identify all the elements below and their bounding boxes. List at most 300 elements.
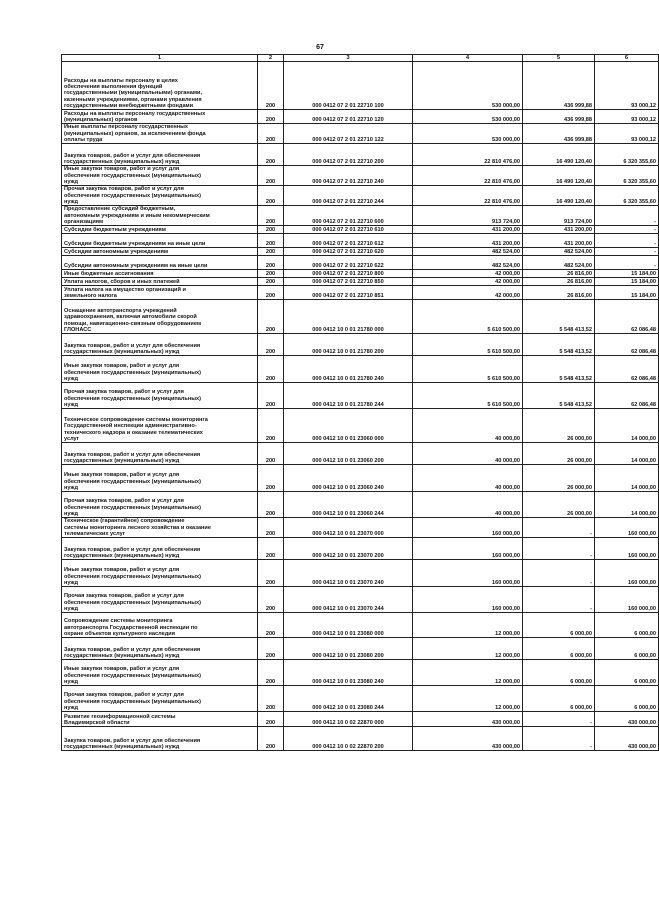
row-name-line: государственных (муниципальных) нужд bbox=[64, 653, 180, 659]
row-approved-cell: 5 610 500,00 bbox=[413, 383, 523, 409]
row-code-cell: 200 bbox=[258, 638, 284, 660]
row-code-cell: 200 bbox=[258, 234, 284, 248]
row-name-line: Субсидии автономным учреждениям bbox=[64, 249, 168, 255]
row-name-line: земельного налога bbox=[64, 293, 117, 299]
row-code-cell: 200 bbox=[258, 286, 284, 300]
table-row bbox=[62, 443, 659, 465]
row-classification-cell: 000 0412 10 0 01 23080 000 bbox=[284, 613, 413, 638]
row-executed-cell: 26 816,00 bbox=[523, 286, 595, 300]
row-code-cell: 200 bbox=[258, 226, 284, 234]
row-approved-cell: 40 000,00 bbox=[413, 409, 523, 443]
row-approved-cell: 42 000,00 bbox=[413, 278, 523, 286]
header-col-6: 6 bbox=[595, 55, 659, 62]
row-executed-cell: - bbox=[523, 727, 595, 751]
row-remainder-cell: 93 000,12 bbox=[595, 124, 659, 144]
row-executed-cell: 913 724,00 bbox=[523, 206, 595, 226]
row-name-line: Прочая закупка товаров, работ и услуг для bbox=[64, 498, 184, 505]
row-approved-cell: 22 810 476,00 bbox=[413, 166, 523, 186]
header-col-4: 4 bbox=[413, 55, 523, 62]
row-name-line: здравоохранения, включая автомобили скорой bbox=[64, 314, 197, 321]
row-name-line: нужд bbox=[64, 679, 79, 685]
row-name-cell bbox=[62, 300, 258, 334]
row-classification-cell: 000 0412 10 0 01 23080 200 bbox=[284, 638, 413, 660]
row-name-line: казенными учреждениями, органами управления bbox=[64, 96, 202, 103]
row-approved-cell: 530 000,00 bbox=[413, 62, 523, 110]
row-executed-cell: 26 816,00 bbox=[523, 270, 595, 278]
row-executed-cell: 5 548 413,52 bbox=[523, 334, 595, 356]
table-row bbox=[62, 560, 659, 587]
row-name-line: нужд bbox=[64, 705, 79, 711]
row-approved-cell: 160 000,00 bbox=[413, 538, 523, 560]
row-name-line: Иные закупки товаров, работ и услуг для bbox=[64, 567, 180, 574]
table-row bbox=[62, 492, 659, 518]
row-name-line: обеспечения государственных (муниципальных) bbox=[64, 599, 201, 606]
row-remainder-cell: 430 000,00 bbox=[595, 727, 659, 751]
header-col-1: 1 bbox=[62, 55, 258, 62]
row-name-cell bbox=[62, 234, 258, 248]
row-executed-cell: - bbox=[523, 518, 595, 538]
row-classification-cell: 000 0412 10 0 01 21780 240 bbox=[284, 356, 413, 383]
row-name-line: Иные закупки товаров, работ и услуг для bbox=[64, 472, 180, 479]
row-name-line: Уплата налогов, сборов и иных платежей bbox=[64, 279, 180, 285]
table-row bbox=[62, 270, 659, 278]
row-approved-cell: 40 000,00 bbox=[413, 465, 523, 492]
header-col-5: 5 bbox=[523, 55, 595, 62]
table-row bbox=[62, 538, 659, 560]
row-classification-cell: 000 0412 07 2 01 22710 600 bbox=[284, 206, 413, 226]
row-code-cell: 200 bbox=[258, 186, 284, 206]
row-remainder-cell: 15 184,00 bbox=[595, 270, 659, 278]
table-row bbox=[62, 186, 659, 206]
row-code-cell: 200 bbox=[258, 686, 284, 712]
row-name-line: обеспечения государственных (муниципальных) bbox=[64, 478, 201, 485]
row-name-cell bbox=[62, 286, 258, 300]
row-remainder-cell: 14 000,00 bbox=[595, 465, 659, 492]
row-name-cell bbox=[62, 465, 258, 492]
row-name-cell bbox=[62, 110, 258, 124]
row-remainder-cell: 6 320 355,60 bbox=[595, 166, 659, 186]
row-classification-cell: 000 0412 07 2 01 22710 240 bbox=[284, 166, 413, 186]
row-name-cell bbox=[62, 638, 258, 660]
row-name-line: Владимирской области bbox=[64, 720, 130, 726]
row-classification-cell: 000 0412 10 0 02 22870 200 bbox=[284, 727, 413, 751]
row-classification-cell: 000 0412 10 0 01 23070 244 bbox=[284, 587, 413, 613]
row-name-line: обеспечения государственных (муниципальных) bbox=[64, 172, 201, 179]
row-code-cell: 200 bbox=[258, 334, 284, 356]
row-name-line: обеспечения государственных (муниципальных) bbox=[64, 395, 201, 402]
row-remainder-cell: - bbox=[595, 206, 659, 226]
row-executed-cell: 436 999,88 bbox=[523, 110, 595, 124]
row-executed-cell: 436 999,88 bbox=[523, 124, 595, 144]
row-executed-cell: 431 200,00 bbox=[523, 234, 595, 248]
row-classification-cell: 000 0412 07 2 01 22710 620 bbox=[284, 248, 413, 256]
row-executed-cell: 6 000,00 bbox=[523, 613, 595, 638]
row-name-cell bbox=[62, 256, 258, 270]
row-name-cell bbox=[62, 166, 258, 186]
row-name-line: автономным учреждениям и иным некоммерческим bbox=[64, 212, 210, 219]
row-approved-cell: 430 000,00 bbox=[413, 712, 523, 727]
row-remainder-cell: 6 000,00 bbox=[595, 638, 659, 660]
row-code-cell: 200 bbox=[258, 660, 284, 686]
table-row bbox=[62, 334, 659, 356]
row-executed-cell: 26 000,00 bbox=[523, 492, 595, 518]
row-name-line: государственных (муниципальных) нужд bbox=[64, 744, 180, 750]
row-name-line: обеспечения государственных (муниципальных) bbox=[64, 672, 201, 679]
table-row bbox=[62, 286, 659, 300]
row-approved-cell: 42 000,00 bbox=[413, 286, 523, 300]
header-col-2: 2 bbox=[258, 55, 284, 62]
row-code-cell: 200 bbox=[258, 270, 284, 278]
row-name-line: охране объектов культурного наследия bbox=[64, 631, 175, 637]
row-name-line: государственными (муниципальными) органами, bbox=[64, 90, 203, 97]
table-row bbox=[62, 465, 659, 492]
row-name-line: государственных (муниципальных) нужд bbox=[64, 159, 180, 165]
row-approved-cell: 431 200,00 bbox=[413, 234, 523, 248]
row-name-cell bbox=[62, 712, 258, 727]
row-name-cell bbox=[62, 587, 258, 613]
row-name-line: ГЛОНАСС bbox=[64, 327, 92, 333]
row-name-line: телематических услуг bbox=[64, 531, 126, 537]
table-row bbox=[62, 300, 659, 334]
row-code-cell: 200 bbox=[258, 206, 284, 226]
row-name-line: Техническое сопровождение системы мониторинга bbox=[64, 417, 208, 424]
row-remainder-cell: 6 000,00 bbox=[595, 686, 659, 712]
row-name-line: Прочая закупка товаров, работ и услуг для bbox=[64, 692, 184, 699]
row-executed-cell: 26 000,00 bbox=[523, 465, 595, 492]
row-name-line: обеспечения государственных (муниципальных) bbox=[64, 698, 201, 705]
row-name-line: Прочая закупка товаров, работ и услуг для bbox=[64, 593, 184, 600]
row-name-cell bbox=[62, 226, 258, 234]
row-remainder-cell: 160 000,00 bbox=[595, 518, 659, 538]
table-row bbox=[62, 248, 659, 256]
row-approved-cell: 40 000,00 bbox=[413, 492, 523, 518]
row-name-line: нужд bbox=[64, 511, 79, 517]
row-classification-cell: 000 0412 10 0 01 23080 244 bbox=[284, 686, 413, 712]
row-classification-cell: 000 0412 10 0 01 23060 240 bbox=[284, 465, 413, 492]
row-classification-cell: 000 0412 10 0 01 21780 200 bbox=[284, 334, 413, 356]
row-classification-cell: 000 0412 10 0 01 21780 000 bbox=[284, 300, 413, 334]
row-code-cell: 200 bbox=[258, 587, 284, 613]
row-code-cell: 200 bbox=[258, 492, 284, 518]
row-name-cell bbox=[62, 443, 258, 465]
row-name-line: Закупка товаров, работ и услуг для обеспечения bbox=[64, 152, 201, 159]
row-name-line: Расходы на выплаты персоналу государственных bbox=[64, 110, 206, 117]
row-remainder-cell: - bbox=[595, 226, 659, 234]
row-code-cell: 200 bbox=[258, 560, 284, 587]
row-executed-cell: 16 490 120,40 bbox=[523, 144, 595, 166]
row-name-line: Предоставление субсидий бюджетным, bbox=[64, 206, 176, 213]
row-classification-cell: 000 0412 10 0 01 23070 240 bbox=[284, 560, 413, 587]
row-remainder-cell: 14 000,00 bbox=[595, 409, 659, 443]
table-row bbox=[62, 587, 659, 613]
row-executed-cell: - bbox=[523, 538, 595, 560]
table-row bbox=[62, 613, 659, 638]
row-executed-cell: 6 000,00 bbox=[523, 660, 595, 686]
row-name-cell bbox=[62, 186, 258, 206]
table-row bbox=[62, 278, 659, 286]
row-classification-cell: 000 0412 07 2 01 22710 244 bbox=[284, 186, 413, 206]
row-code-cell: 200 bbox=[258, 712, 284, 727]
row-classification-cell: 000 0412 07 2 01 22710 851 bbox=[284, 286, 413, 300]
row-remainder-cell: 6 000,00 bbox=[595, 613, 659, 638]
row-remainder-cell: 160 000,00 bbox=[595, 560, 659, 587]
row-executed-cell: - bbox=[523, 587, 595, 613]
row-name-line: Расходы на выплаты персоналу в целях bbox=[64, 77, 178, 84]
row-name-line: Техническое (гарантийное) сопровождение bbox=[64, 518, 185, 525]
row-approved-cell: 530 000,00 bbox=[413, 110, 523, 124]
row-name-cell bbox=[62, 62, 258, 110]
row-executed-cell: 5 548 413,52 bbox=[523, 356, 595, 383]
row-remainder-cell: - bbox=[595, 234, 659, 248]
row-code-cell: 200 bbox=[258, 300, 284, 334]
row-name-line: услуг bbox=[64, 436, 80, 442]
row-name-line: Прочая закупка товаров, работ и услуг для bbox=[64, 186, 184, 193]
row-name-line: обеспечения выполнения функций bbox=[64, 84, 163, 91]
row-executed-cell: 26 000,00 bbox=[523, 409, 595, 443]
row-approved-cell: 12 000,00 bbox=[413, 613, 523, 638]
row-code-cell: 200 bbox=[258, 727, 284, 751]
row-code-cell: 200 bbox=[258, 383, 284, 409]
row-name-cell bbox=[62, 409, 258, 443]
row-name-line: Уплата налога на имущество организаций и bbox=[64, 286, 186, 293]
row-name-line: Иные закупки товаров, работ и услуг для bbox=[64, 666, 180, 673]
row-remainder-cell: 14 000,00 bbox=[595, 443, 659, 465]
row-remainder-cell: 93 000,12 bbox=[595, 110, 659, 124]
row-classification-cell: 000 0412 07 2 01 22710 200 bbox=[284, 144, 413, 166]
row-remainder-cell: 93 000,12 bbox=[595, 62, 659, 110]
row-name-line: государственных (муниципальных) нужд bbox=[64, 458, 180, 464]
row-name-line: Субсидии бюджетным учреждениям на иные цели bbox=[64, 241, 206, 247]
table-row bbox=[62, 660, 659, 686]
row-remainder-cell: 15 184,00 bbox=[595, 286, 659, 300]
row-name-line: нужд bbox=[64, 606, 79, 612]
row-name-line: организациям bbox=[64, 219, 104, 225]
row-approved-cell: 12 000,00 bbox=[413, 660, 523, 686]
row-name-cell bbox=[62, 206, 258, 226]
row-approved-cell: 22 810 476,00 bbox=[413, 186, 523, 206]
row-code-cell: 200 bbox=[258, 166, 284, 186]
row-name-line: оплаты труда bbox=[64, 137, 103, 143]
row-classification-cell: 000 0412 10 0 01 23060 000 bbox=[284, 409, 413, 443]
table-row bbox=[62, 144, 659, 166]
row-executed-cell: 26 816,00 bbox=[523, 278, 595, 286]
row-remainder-cell: 14 000,00 bbox=[595, 492, 659, 518]
row-approved-cell: 482 524,00 bbox=[413, 256, 523, 270]
row-name-line: Прочая закупка товаров, работ и услуг для bbox=[64, 389, 184, 396]
row-name-line: обеспечения государственных (муниципальных) bbox=[64, 504, 201, 511]
row-name-line: Иные закупки товаров, работ и услуг для bbox=[64, 363, 180, 370]
row-classification-cell: 000 0412 07 2 01 22710 610 bbox=[284, 226, 413, 234]
row-name-cell bbox=[62, 560, 258, 587]
row-classification-cell: 000 0412 07 2 01 22710 122 bbox=[284, 124, 413, 144]
row-remainder-cell: - bbox=[595, 248, 659, 256]
row-name-line: автотранспорта Государственной инспекции по bbox=[64, 624, 198, 631]
row-name-line: нужд bbox=[64, 580, 79, 586]
row-name-cell bbox=[62, 660, 258, 686]
header-col-3: 3 bbox=[284, 55, 413, 62]
table-row bbox=[62, 256, 659, 270]
row-approved-cell: 40 000,00 bbox=[413, 443, 523, 465]
row-code-cell: 200 bbox=[258, 124, 284, 144]
table-row bbox=[62, 110, 659, 124]
row-executed-cell: - bbox=[523, 712, 595, 727]
table-row bbox=[62, 124, 659, 144]
row-executed-cell: 482 524,00 bbox=[523, 256, 595, 270]
row-name-line: Оснащение автотранспорта учреждений bbox=[64, 308, 177, 315]
row-name-line: Закупка товаров, работ и услуг для обеспечения bbox=[64, 546, 201, 553]
table-body bbox=[62, 62, 659, 751]
row-approved-cell: 913 724,00 bbox=[413, 206, 523, 226]
row-classification-cell: 000 0412 10 0 01 23060 244 bbox=[284, 492, 413, 518]
row-executed-cell: 6 000,00 bbox=[523, 686, 595, 712]
row-remainder-cell: 6 000,00 bbox=[595, 660, 659, 686]
row-name-line: системы мониторинга лесного хозяйства и оказание bbox=[64, 524, 211, 531]
budget-execution-table bbox=[61, 54, 659, 751]
row-code-cell: 200 bbox=[258, 613, 284, 638]
row-code-cell: 200 bbox=[258, 518, 284, 538]
row-classification-cell: 000 0412 10 0 02 22870 000 bbox=[284, 712, 413, 727]
row-name-line: обеспечения государственных (муниципальных) bbox=[64, 573, 201, 580]
row-executed-cell: 6 000,00 bbox=[523, 638, 595, 660]
row-remainder-cell: 6 320 355,60 bbox=[595, 186, 659, 206]
row-remainder-cell: 160 000,00 bbox=[595, 587, 659, 613]
table-row bbox=[62, 226, 659, 234]
table-row bbox=[62, 62, 659, 110]
row-name-line: нужд bbox=[64, 485, 79, 491]
row-name-line: помощи, навигационно-связным оборудованием bbox=[64, 320, 202, 327]
row-remainder-cell: 430 000,00 bbox=[595, 712, 659, 727]
row-name-line: государственных (муниципальных) нужд bbox=[64, 553, 180, 559]
row-approved-cell: 5 610 500,00 bbox=[413, 334, 523, 356]
row-code-cell: 200 bbox=[258, 465, 284, 492]
row-classification-cell: 000 0412 10 0 01 23060 200 bbox=[284, 443, 413, 465]
row-approved-cell: 12 000,00 bbox=[413, 686, 523, 712]
row-name-cell bbox=[62, 270, 258, 278]
row-code-cell: 200 bbox=[258, 443, 284, 465]
row-classification-cell: 000 0412 10 0 01 21780 244 bbox=[284, 383, 413, 409]
row-code-cell: 200 bbox=[258, 144, 284, 166]
row-approved-cell: 5 610 500,00 bbox=[413, 300, 523, 334]
row-executed-cell: 16 490 120,40 bbox=[523, 166, 595, 186]
row-code-cell: 200 bbox=[258, 278, 284, 286]
row-approved-cell: 12 000,00 bbox=[413, 638, 523, 660]
row-name-cell bbox=[62, 613, 258, 638]
row-classification-cell: 000 0412 07 2 01 22710 612 bbox=[284, 234, 413, 248]
row-name-line: нужд bbox=[64, 179, 79, 185]
row-name-line: Закупка товаров, работ и услуг для обеспечения bbox=[64, 451, 201, 458]
row-approved-cell: 430 000,00 bbox=[413, 727, 523, 751]
row-name-line: государственными внебюджетными фондами bbox=[64, 103, 194, 109]
row-name-line: технического надзора и оказание телематических bbox=[64, 429, 203, 436]
row-code-cell: 200 bbox=[258, 409, 284, 443]
row-name-line: Государственной инспекции административно- bbox=[64, 423, 197, 430]
row-classification-cell: 000 0412 07 2 01 22710 100 bbox=[284, 62, 413, 110]
table-row bbox=[62, 518, 659, 538]
row-approved-cell: 530 000,00 bbox=[413, 124, 523, 144]
row-approved-cell: 160 000,00 bbox=[413, 560, 523, 587]
row-name-cell bbox=[62, 124, 258, 144]
row-name-cell bbox=[62, 686, 258, 712]
page-number: 67 bbox=[316, 44, 324, 51]
row-code-cell: 200 bbox=[258, 248, 284, 256]
row-classification-cell: 000 0412 07 2 01 22710 622 bbox=[284, 256, 413, 270]
table-row bbox=[62, 166, 659, 186]
row-name-line: Иные закупки товаров, работ и услуг для bbox=[64, 166, 180, 173]
table-row bbox=[62, 206, 659, 226]
row-code-cell: 200 bbox=[258, 62, 284, 110]
row-executed-cell: 482 524,00 bbox=[523, 248, 595, 256]
row-name-line: обеспечения государственных (муниципальных) bbox=[64, 369, 201, 376]
row-approved-cell: 431 200,00 bbox=[413, 226, 523, 234]
row-name-cell bbox=[62, 248, 258, 256]
row-classification-cell: 000 0412 10 0 01 23080 240 bbox=[284, 660, 413, 686]
row-name-line: (муниципальных) органов bbox=[64, 117, 138, 123]
row-name-line: Закупка товаров, работ и услуг для обеспечения bbox=[64, 646, 201, 653]
table-row bbox=[62, 383, 659, 409]
row-remainder-cell: 62 086,48 bbox=[595, 300, 659, 334]
row-name-cell bbox=[62, 518, 258, 538]
row-name-cell bbox=[62, 356, 258, 383]
row-remainder-cell: 160 000,00 bbox=[595, 538, 659, 560]
row-approved-cell: 160 000,00 bbox=[413, 518, 523, 538]
row-name-cell bbox=[62, 538, 258, 560]
row-approved-cell: 160 000,00 bbox=[413, 587, 523, 613]
row-name-line: (муниципальных) органов, за исключением фонда bbox=[64, 130, 206, 137]
row-approved-cell: 482 524,00 bbox=[413, 248, 523, 256]
row-name-cell bbox=[62, 334, 258, 356]
row-code-cell: 200 bbox=[258, 256, 284, 270]
row-name-line: Иные бюджетные ассигнования bbox=[64, 271, 154, 277]
row-name-cell bbox=[62, 278, 258, 286]
row-classification-cell: 000 0412 10 0 01 23070 000 bbox=[284, 518, 413, 538]
row-executed-cell: 431 200,00 bbox=[523, 226, 595, 234]
row-name-line: нужд bbox=[64, 376, 79, 382]
row-name-line: нужд bbox=[64, 402, 79, 408]
row-executed-cell: - bbox=[523, 560, 595, 587]
row-name-line: Субсидии автономным учреждениям на иные цели bbox=[64, 263, 208, 269]
table-row bbox=[62, 234, 659, 248]
row-remainder-cell: 15 184,00 bbox=[595, 278, 659, 286]
table-row bbox=[62, 712, 659, 727]
row-approved-cell: 5 610 500,00 bbox=[413, 356, 523, 383]
row-code-cell: 200 bbox=[258, 538, 284, 560]
row-code-cell: 200 bbox=[258, 110, 284, 124]
row-code-cell: 200 bbox=[258, 356, 284, 383]
row-executed-cell: 16 490 120,40 bbox=[523, 186, 595, 206]
row-executed-cell: 436 999,88 bbox=[523, 62, 595, 110]
row-executed-cell: 5 548 413,52 bbox=[523, 300, 595, 334]
row-name-line: Развитие геоинформационной системы bbox=[64, 713, 176, 720]
row-name-line: Иные выплаты персоналу государственных bbox=[64, 124, 188, 131]
row-name-line: Закупка товаров, работ и услуг для обеспечения bbox=[64, 737, 201, 744]
row-name-line: Закупка товаров, работ и услуг для обеспечения bbox=[64, 342, 201, 349]
row-approved-cell: 22 810 476,00 bbox=[413, 144, 523, 166]
row-name-line: Субсидии бюджетным учреждениям bbox=[64, 227, 166, 233]
row-remainder-cell: 6 320 355,60 bbox=[595, 144, 659, 166]
row-name-cell bbox=[62, 727, 258, 751]
table-row bbox=[62, 686, 659, 712]
table-row bbox=[62, 356, 659, 383]
row-classification-cell: 000 0412 07 2 01 22710 120 bbox=[284, 110, 413, 124]
row-classification-cell: 000 0412 07 2 01 22710 800 bbox=[284, 270, 413, 278]
row-remainder-cell: 62 086,48 bbox=[595, 356, 659, 383]
row-name-line: государственных (муниципальных) нужд bbox=[64, 349, 180, 355]
row-approved-cell: 42 000,00 bbox=[413, 270, 523, 278]
row-name-cell bbox=[62, 383, 258, 409]
row-remainder-cell: 62 086,48 bbox=[595, 383, 659, 409]
table-header-row bbox=[62, 55, 659, 62]
row-name-cell bbox=[62, 144, 258, 166]
